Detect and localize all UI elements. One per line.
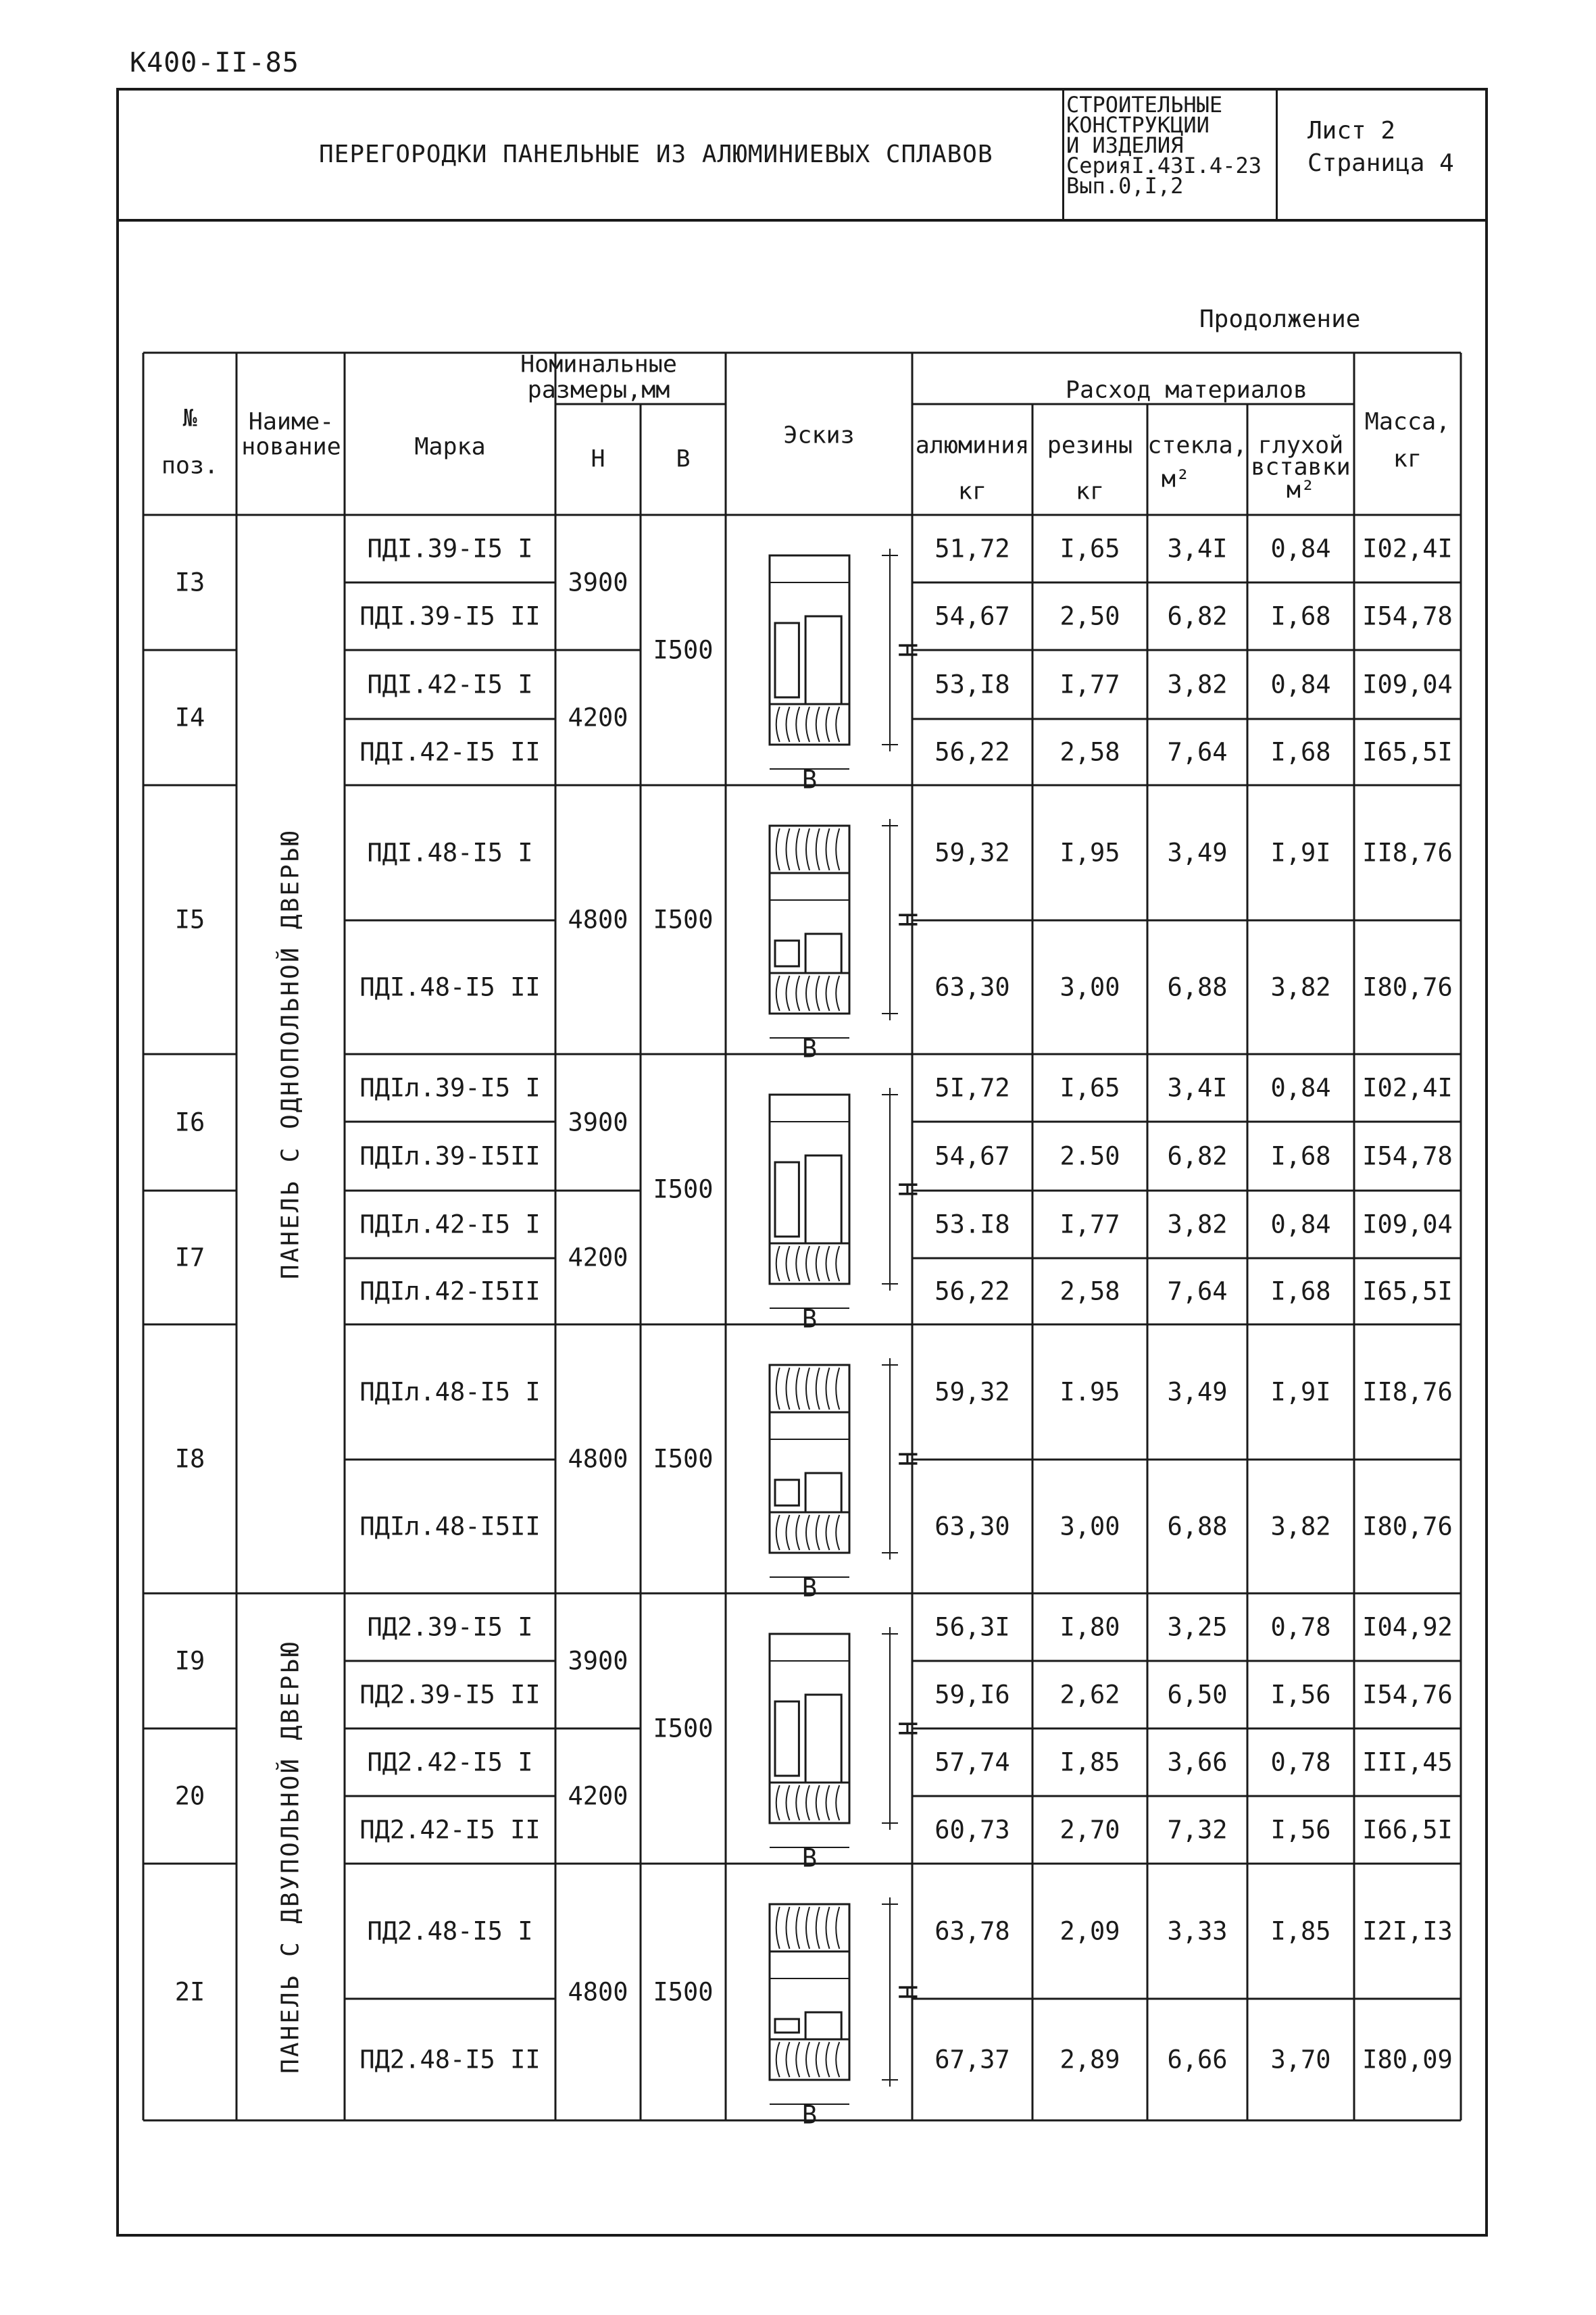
width-value: I500 xyxy=(653,1714,714,1743)
wood-texture xyxy=(806,707,809,742)
blind-insert-cell: I,68 xyxy=(1270,1276,1331,1306)
mark-cell: ПДI.42-I5 I xyxy=(367,670,533,699)
wood-texture xyxy=(787,1246,790,1281)
blind-insert-cell: 3,82 xyxy=(1270,1512,1331,1541)
wood-texture xyxy=(776,1515,780,1550)
wood-texture xyxy=(806,2042,809,2077)
sketch-height-label: Н xyxy=(894,1720,924,1737)
wood-texture xyxy=(826,1515,830,1550)
mark-cell: ПДI.39-I5 I xyxy=(367,534,533,564)
mark-cell: ПД2.42-I5 I xyxy=(367,1747,533,1777)
mass-cell: I54,76 xyxy=(1362,1680,1453,1710)
door-leaf xyxy=(805,2012,841,2039)
mass-cell: I65,5I xyxy=(1362,737,1453,767)
wood-texture xyxy=(787,1907,790,1949)
height-value: 4800 xyxy=(568,905,628,935)
wood-texture xyxy=(776,1368,780,1410)
group-name-double-door: ПАНЕЛЬ С ДВУПОЛЬНОЙ ДВЕРЬЮ xyxy=(276,1640,305,2074)
wood-texture xyxy=(826,828,830,870)
wood-texture xyxy=(816,828,820,870)
header-glass: стекла, xyxy=(1147,432,1247,459)
bottom-insert xyxy=(770,1783,849,1823)
sketch-height-label: Н xyxy=(894,912,924,928)
position-number: I4 xyxy=(174,703,205,732)
sketch-width-label: В xyxy=(801,1843,818,1873)
wood-texture xyxy=(806,1785,809,1820)
header-rubber: резины xyxy=(1047,432,1133,459)
wood-texture xyxy=(816,1515,820,1550)
position-number: I6 xyxy=(174,1107,205,1137)
panel-sketch xyxy=(770,1904,849,2080)
glass-cell: 7,32 xyxy=(1167,1815,1228,1845)
blind-insert-cell: I,85 xyxy=(1270,1916,1331,1946)
mark-cell: ПДIл.39-I5II xyxy=(359,1141,541,1171)
mark-cell: ПДIл.48-I5 I xyxy=(359,1377,541,1407)
wood-texture xyxy=(826,707,830,742)
wood-texture xyxy=(796,1785,799,1820)
wood-texture xyxy=(776,1246,780,1281)
wood-texture xyxy=(787,976,790,1011)
glass-cell: 3,4I xyxy=(1167,534,1228,564)
wood-texture xyxy=(816,1246,820,1281)
header-blind-insert: глухой xyxy=(1257,432,1344,459)
mark-cell: ПД2.48-I5 II xyxy=(359,2045,541,2074)
blind-insert-cell: 0,84 xyxy=(1270,534,1331,564)
wood-texture xyxy=(787,828,790,870)
page-number: Страница 4 xyxy=(1307,149,1454,177)
header-nominal: Номинальные xyxy=(520,351,677,378)
aluminum-cell: 57,74 xyxy=(934,1747,1010,1777)
bottom-insert xyxy=(770,1243,849,1284)
wood-texture xyxy=(826,1368,830,1410)
side-glass xyxy=(775,623,799,697)
sketch-width-label: В xyxy=(801,765,818,795)
glass-cell: 6,88 xyxy=(1167,1512,1228,1541)
mass-cell: I54,78 xyxy=(1362,1141,1453,1171)
position-number: I5 xyxy=(174,905,205,935)
wood-texture xyxy=(796,976,799,1011)
mass-cell: I65,5I xyxy=(1362,1276,1453,1306)
height-value: 3900 xyxy=(568,568,628,597)
rubber-cell: I,77 xyxy=(1059,1210,1120,1239)
header-name: Наиме- xyxy=(248,408,334,436)
sketch-width-label: В xyxy=(801,1573,818,1603)
aluminum-cell: 63,30 xyxy=(934,972,1010,1002)
aluminum-cell: 63,30 xyxy=(934,1512,1010,1541)
rubber-cell: I,65 xyxy=(1059,1073,1120,1103)
series-line: СерияI.43I.4-23 xyxy=(1066,153,1262,178)
mark-cell: ПДI.48-I5 I xyxy=(367,838,533,868)
wood-texture xyxy=(796,1515,799,1550)
aluminum-cell: 56,22 xyxy=(934,1276,1010,1306)
wood-texture xyxy=(806,1907,809,1949)
rubber-cell: 2,58 xyxy=(1059,1276,1120,1306)
wood-texture xyxy=(806,828,809,870)
mass-cell: I54,78 xyxy=(1362,601,1453,631)
side-glass xyxy=(775,2019,799,2033)
mark-cell: ПДIл.48-I5II xyxy=(359,1512,541,1541)
header-pos: № xyxy=(182,405,197,432)
wood-texture xyxy=(776,1907,780,1949)
header-sketch: Эскиз xyxy=(783,422,855,449)
series-line: Вып.0,I,2 xyxy=(1066,173,1184,199)
wood-texture xyxy=(816,976,820,1011)
position-number: 20 xyxy=(174,1781,205,1811)
wood-texture xyxy=(836,707,839,742)
door-leaf xyxy=(805,1155,841,1243)
aluminum-cell: 53,I8 xyxy=(934,670,1010,699)
header-aluminum: алюминия xyxy=(915,432,1030,459)
rubber-cell: I,65 xyxy=(1059,534,1120,564)
position-number: 2I xyxy=(174,1977,205,2007)
panel-sketch xyxy=(770,826,849,1014)
wood-texture xyxy=(796,707,799,742)
blind-insert-cell: I,68 xyxy=(1270,1141,1331,1171)
mass-cell: III,45 xyxy=(1362,1747,1453,1777)
blind-insert-cell: I,9I xyxy=(1270,1377,1331,1407)
wood-texture xyxy=(826,976,830,1011)
mass-cell: I02,4I xyxy=(1362,1073,1453,1103)
blind-insert-panel xyxy=(770,1365,849,1412)
position-number: I3 xyxy=(174,568,205,597)
sketch-width-label: В xyxy=(801,1034,818,1064)
rubber-cell: 3,00 xyxy=(1059,1512,1120,1541)
rubber-cell: 2,70 xyxy=(1059,1815,1120,1845)
rubber-cell: I,95 xyxy=(1059,838,1120,868)
aluminum-cell: 59,32 xyxy=(934,1377,1010,1407)
rubber-cell: 2,89 xyxy=(1059,2045,1120,2074)
position-number: I8 xyxy=(174,1444,205,1474)
rubber-cell: 2,09 xyxy=(1059,1916,1120,1946)
mark-cell: ПД2.39-I5 I xyxy=(367,1612,533,1642)
document-code: К400-II-85 xyxy=(130,47,299,78)
mass-cell: I09,04 xyxy=(1362,1210,1453,1239)
header-mass: кг xyxy=(1393,445,1422,473)
mass-cell: I80,09 xyxy=(1362,2045,1453,2074)
blind-insert-cell: 0,84 xyxy=(1270,1210,1331,1239)
wood-texture xyxy=(826,1907,830,1949)
header-blind-insert: вставки xyxy=(1251,453,1351,481)
wood-texture xyxy=(816,707,820,742)
wood-texture xyxy=(776,1785,780,1820)
glass-cell: 7,64 xyxy=(1167,1276,1228,1306)
wood-texture xyxy=(836,2042,839,2077)
glass-cell: 3,4I xyxy=(1167,1073,1228,1103)
wood-texture xyxy=(806,976,809,1011)
aluminum-cell: 5I,72 xyxy=(934,1073,1010,1103)
glass-cell: 3,82 xyxy=(1167,1210,1228,1239)
wood-texture xyxy=(826,1785,830,1820)
series-line: КОНСТРУКЦИИ xyxy=(1066,112,1210,138)
aluminum-cell: 59,32 xyxy=(934,838,1010,868)
aluminum-cell: 63,78 xyxy=(934,1916,1010,1946)
wood-texture xyxy=(826,2042,830,2077)
mass-cell: I09,04 xyxy=(1362,670,1453,699)
header-consumption: Расход материалов xyxy=(1065,376,1308,404)
wood-texture xyxy=(796,1246,799,1281)
mass-cell: II8,76 xyxy=(1362,838,1453,868)
side-glass xyxy=(775,941,799,966)
wood-texture xyxy=(806,1368,809,1410)
height-value: 4200 xyxy=(568,1243,628,1272)
aluminum-cell: 67,37 xyxy=(934,2045,1010,2074)
mass-cell: I80,76 xyxy=(1362,972,1453,1002)
header-blind-insert: м² xyxy=(1286,476,1316,504)
aluminum-cell: 51,72 xyxy=(934,534,1010,564)
position-number: I7 xyxy=(174,1243,205,1272)
mark-cell: ПДI.42-I5 II xyxy=(359,737,541,767)
door-leaf xyxy=(805,934,841,973)
mark-cell: ПДIл.42-I5II xyxy=(359,1276,541,1306)
wood-texture xyxy=(796,1368,799,1410)
mass-cell: I02,4I xyxy=(1362,534,1453,564)
header-mass: Масса, xyxy=(1364,408,1451,436)
document-title: ПЕРЕГОРОДКИ ПАНЕЛЬНЫЕ ИЗ АЛЮМИНИЕВЫХ СПЛАВОВ xyxy=(319,141,993,168)
blind-insert-cell: 0,78 xyxy=(1270,1612,1331,1642)
group-name-single-door: ПАНЕЛЬ С ОДНОПОЛЬНОЙ ДВЕРЬЮ xyxy=(276,828,305,1280)
side-glass xyxy=(775,1162,799,1237)
wood-texture xyxy=(816,1907,820,1949)
rubber-cell: I.95 xyxy=(1059,1377,1120,1407)
wood-texture xyxy=(796,2042,799,2077)
aluminum-cell: 60,73 xyxy=(934,1815,1010,1845)
blind-insert-panel xyxy=(770,826,849,873)
glass-cell: 3,49 xyxy=(1167,1377,1228,1407)
aluminum-cell: 54,67 xyxy=(934,1141,1010,1171)
glass-cell: 6,50 xyxy=(1167,1680,1228,1710)
glass-cell: 7,64 xyxy=(1167,737,1228,767)
position-number: I9 xyxy=(174,1646,205,1676)
bottom-insert xyxy=(770,1512,849,1553)
mark-cell: ПДI.48-I5 II xyxy=(359,972,541,1002)
height-value: 4800 xyxy=(568,1444,628,1474)
wood-texture xyxy=(806,1515,809,1550)
panel-sketch xyxy=(770,1365,849,1553)
sketch-height-label: Н xyxy=(894,1181,924,1197)
sketch-height-label: Н xyxy=(894,1984,924,2000)
width-value: I500 xyxy=(653,905,714,935)
wood-texture xyxy=(836,1785,839,1820)
bottom-insert xyxy=(770,704,849,745)
wood-texture xyxy=(836,1368,839,1410)
mark-cell: ПД2.39-I5 II xyxy=(359,1680,541,1710)
rubber-cell: 3,00 xyxy=(1059,972,1120,1002)
glass-cell: 6,88 xyxy=(1167,972,1228,1002)
mark-cell: ПДIл.39-I5 I xyxy=(359,1073,541,1103)
door-leaf xyxy=(805,1695,841,1783)
door-leaf xyxy=(805,616,841,704)
wood-texture xyxy=(787,1515,790,1550)
glass-cell: 3,66 xyxy=(1167,1747,1228,1777)
glass-cell: 6,66 xyxy=(1167,2045,1228,2074)
rubber-cell: I,85 xyxy=(1059,1747,1120,1777)
wood-texture xyxy=(776,2042,780,2077)
sketch-height-label: Н xyxy=(894,642,924,658)
series-line: СТРОИТЕЛЬНЫЕ xyxy=(1066,92,1223,118)
sketch-width-label: В xyxy=(801,1304,818,1334)
wood-texture xyxy=(836,1907,839,1949)
wood-texture xyxy=(776,707,780,742)
side-glass xyxy=(775,1701,799,1776)
mass-cell: I66,5I xyxy=(1362,1815,1453,1845)
rubber-cell: 2,50 xyxy=(1059,601,1120,631)
wood-texture xyxy=(776,976,780,1011)
bottom-insert xyxy=(770,973,849,1014)
blind-insert-cell: I,68 xyxy=(1270,601,1331,631)
blind-insert-cell: 0,84 xyxy=(1270,1073,1331,1103)
aluminum-cell: 56,3I xyxy=(934,1612,1010,1642)
glass-cell: 6,82 xyxy=(1167,1141,1228,1171)
wood-texture xyxy=(806,1246,809,1281)
blind-insert-cell: I,56 xyxy=(1270,1815,1331,1845)
wood-texture xyxy=(787,2042,790,2077)
rubber-cell: I,77 xyxy=(1059,670,1120,699)
rubber-cell: 2.50 xyxy=(1059,1141,1120,1171)
bottom-insert xyxy=(770,2039,849,2080)
blind-insert-panel xyxy=(770,1904,849,1951)
sketch-height-label: Н xyxy=(894,1451,924,1467)
glass-cell: 3,25 xyxy=(1167,1612,1228,1642)
header-glass: м² xyxy=(1161,466,1191,493)
door-leaf xyxy=(805,1473,841,1512)
width-value: I500 xyxy=(653,1444,714,1474)
header-h: Н xyxy=(591,445,605,473)
wood-texture xyxy=(826,1246,830,1281)
header-name: нование xyxy=(241,433,341,461)
aluminum-cell: 59,I6 xyxy=(934,1680,1010,1710)
mass-cell: I2I,I3 xyxy=(1362,1916,1453,1946)
series-line: И ИЗДЕЛИЯ xyxy=(1066,132,1184,158)
header-b: В xyxy=(676,445,691,473)
wood-texture xyxy=(836,1515,839,1550)
mark-cell: ПДIл.42-I5 I xyxy=(359,1210,541,1239)
header-rubber: кг xyxy=(1075,478,1105,505)
mark-cell: ПДI.39-I5 II xyxy=(359,601,541,631)
side-glass xyxy=(775,1480,799,1505)
wood-texture xyxy=(787,1368,790,1410)
wood-texture xyxy=(836,976,839,1011)
mass-cell: I80,76 xyxy=(1362,1512,1453,1541)
blind-insert-cell: 0,84 xyxy=(1270,670,1331,699)
rubber-cell: 2,62 xyxy=(1059,1680,1120,1710)
width-value: I500 xyxy=(653,635,714,665)
blind-insert-cell: 0,78 xyxy=(1270,1747,1331,1777)
wood-texture xyxy=(836,1246,839,1281)
width-value: I500 xyxy=(653,1977,714,2007)
header-nominal: размеры,мм xyxy=(527,376,670,404)
glass-cell: 3,33 xyxy=(1167,1916,1228,1946)
header-pos: поз. xyxy=(161,452,219,480)
wood-texture xyxy=(816,2042,820,2077)
wood-texture xyxy=(836,828,839,870)
blind-insert-cell: I,9I xyxy=(1270,838,1331,868)
wood-texture xyxy=(787,707,790,742)
rubber-cell: 2,58 xyxy=(1059,737,1120,767)
wood-texture xyxy=(796,1907,799,1949)
blind-insert-cell: 3,70 xyxy=(1270,2045,1331,2074)
mark-cell: ПД2.48-I5 I xyxy=(367,1916,533,1946)
rubber-cell: I,80 xyxy=(1059,1612,1120,1642)
width-value: I500 xyxy=(653,1174,714,1204)
wood-texture xyxy=(776,828,780,870)
wood-texture xyxy=(816,1785,820,1820)
mass-cell: I04,92 xyxy=(1362,1612,1453,1642)
mark-cell: ПД2.42-I5 II xyxy=(359,1815,541,1845)
height-value: 3900 xyxy=(568,1646,628,1676)
continuation-label: Продолжение xyxy=(1199,305,1361,333)
glass-cell: 3,82 xyxy=(1167,670,1228,699)
aluminum-cell: 54,67 xyxy=(934,601,1010,631)
blind-insert-cell: I,68 xyxy=(1270,737,1331,767)
glass-cell: 6,82 xyxy=(1167,601,1228,631)
height-value: 4200 xyxy=(568,1781,628,1811)
sketch-width-label: В xyxy=(801,2100,818,2130)
blind-insert-cell: 3,82 xyxy=(1270,972,1331,1002)
blind-insert-cell: I,56 xyxy=(1270,1680,1331,1710)
height-value: 4200 xyxy=(568,703,628,732)
height-value: 3900 xyxy=(568,1107,628,1137)
header-mark: Марка xyxy=(414,433,486,461)
header-aluminum: кг xyxy=(957,478,987,505)
aluminum-cell: 53.I8 xyxy=(934,1210,1010,1239)
wood-texture xyxy=(796,828,799,870)
glass-cell: 3,49 xyxy=(1167,838,1228,868)
wood-texture xyxy=(787,1785,790,1820)
aluminum-cell: 56,22 xyxy=(934,737,1010,767)
sheet-number: Лист 2 xyxy=(1307,117,1396,145)
height-value: 4800 xyxy=(568,1977,628,2007)
wood-texture xyxy=(816,1368,820,1410)
mass-cell: II8,76 xyxy=(1362,1377,1453,1407)
